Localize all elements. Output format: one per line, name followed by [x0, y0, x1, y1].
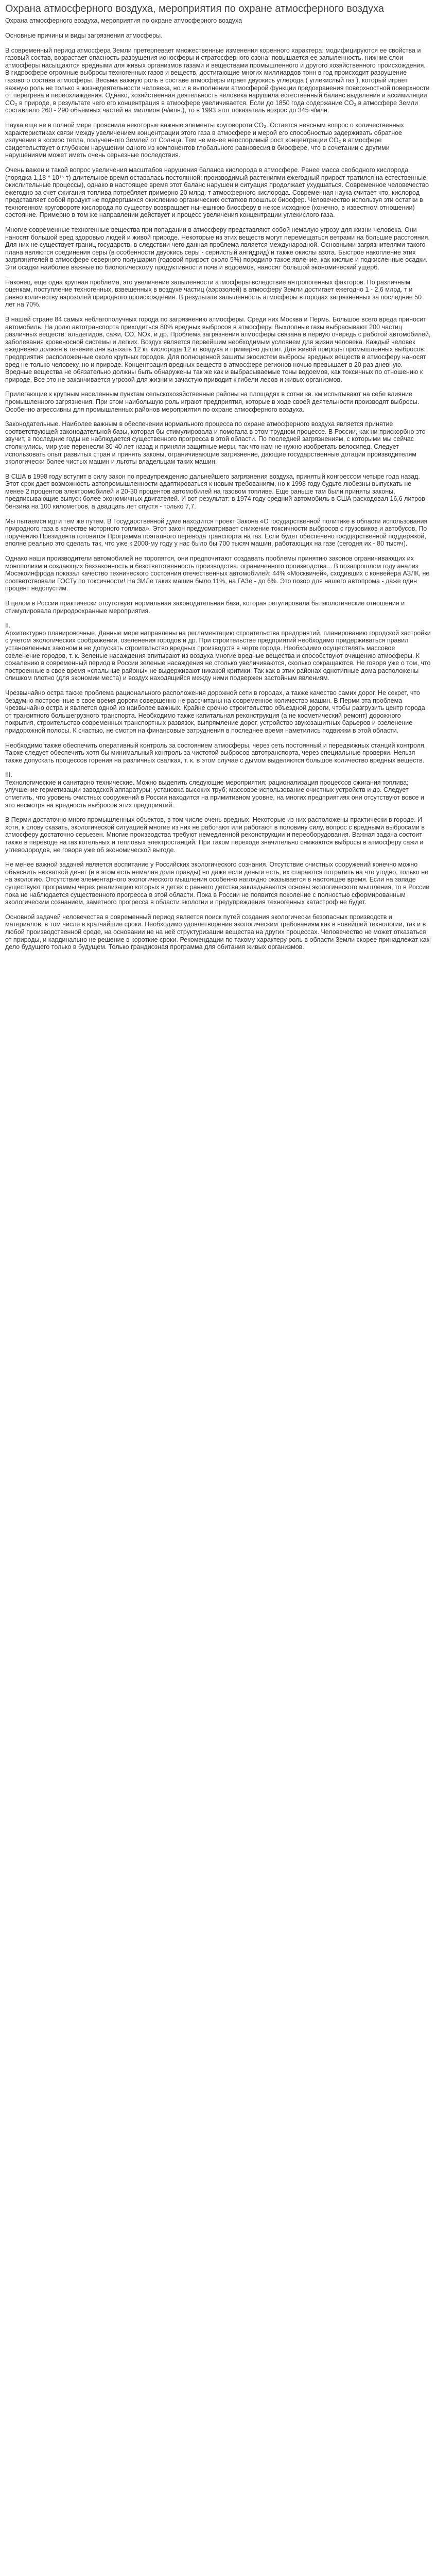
- paragraph: Мы пытаемся идти тем же путем. В Государственной думе находится проект Закона «О государственной политике в области использования природного газа в качестве моторного топлива». Этот закон предусматривает снижение токсичности выбросов с грузовиков и автобусов. По поручению Президента готовится Программа поэтапного перевода транспорта на газ. Если будет обеспечено государственной поддержкой, вполне реально это сделать так, что уже к 2000-му году у нас было бы 700 тысяч машин, работающих на газе (сегодня их - 80 тысяч).: [5, 517, 428, 548]
- paragraph: Необходимо также обеспечить оперативный контроль за состоянием атмосферы, через сеть постоянный и передвижных станций контроля. Также следует обеспечить хотя бы минимальный контроль за чистотой выбросов автотранспорта, через специальные проверки. Нельзя также допускать процессов горения на различных свалках, т. к. в этом случае с дымом выделяются большое количество вредных веществ.: [5, 741, 426, 764]
- paragraph: Наука еще не в полной мере прояснила некоторые важные элементы круговорота CO₂. Остается неясным вопрос о количественных характеристиках связи между увеличением концентрации этого газа в атмосфере и мерой его способностью задерживать обратное излучение в космос тепла, полученного Землей от Солнца. Тем не менее неоспоримый рост концентрации CO₂ в атмосфере свидетельствует о глубоком нарушении одного из компонентов глобального равновесия в биосфере, что в сочетании с другими нарушениями может иметь очень серьезные последствия.: [5, 121, 404, 159]
- paragraph: Не менее важной задачей является воспитание у Российских экологического сознания. Отсутствие очистных сооружений конечно можно объяснить нехваткой денег (и в этом есть немалая доля правды) но даже если деньги есть, их стараются потратить на что угодно, только не на экологию. Отсутствие элементарного экологического мышления особенно наглядно оказывается в настоящее время. Если на западе существуют программы через реализацию которых в детях с раннего детства закладываются основы экологического мышления, то в России пока не наблюдается существенного прогресса в этой области. Пока в России не появится поколение с полностью сформированным экологическим сознанием, заметного прогресса в области экологии и предупреждения техногенных катастроф не будет.: [5, 861, 430, 906]
- paragraph: В США в 1998 году вступит в силу закон по предупреждению дальнейшего загрязнения воздуха, принятый конгрессом четыре года назад. Этот срок дает возможность автопромышленности адаптироваться к новым требованиям, но к 1998 году будьте любезны выпускать не менее 2 процентов электромобилей и 20-30 процентов автомобилей на газовом топливе. Еще раньше там были приняты законы, предписывающие выпуск более экономичных двигателей. И вот результат: в 1974 году средний автомобиль в США расходовал 16,6 литров бензина на 100 километров, а двадцать лет спустя - только 7,7.: [5, 472, 425, 511]
- paragraph: Многие современные техногенные вещества при попадании в атмосферу представляют собой немалую угрозу для жизни человека. Они наносят большой вред здоровью людей и живой природе. Некоторые из этих веществ могут перемещаться ветрами на большие расстояния. Для них не существует границ государств, в следствии чего данная проблема является международной. Основными загрязнителями такого плана являются соединения серы (в особенности двуокись серы - сернистый ангидрид) и также окислы азота. Быстрое накопление этих загрязнителей в атмосфере северного полушария (годовой прирост около 5%) породило такое явление, как кислые и подкисленные осадки. Эти осадки наиболее важные по биологическому продуктивности почв и водоемов, наносят большой экономический ущерб.: [5, 226, 430, 272]
- paragraph: В современный период атмосфера Земли претерпевает множественные изменения коренного характера: модифицируются ее свойства и газовый состав, возрастает опасность разрушения ионосферы и стратосферного озона; повышается ее запыленность. нижние слои атмосферы насыщаются вредными для живых организмов газами и веществами промышленного и другого хозяйственного происхождения. В гидросфере огромные выбросы техногенных газов и веществ, достигающие многих миллиардов тонн в год происходит разрушение газового состава атмосферы. Весьма важную роль в составе атмосферы играет двуокись углерода ( углекислый газ ), который играет важную роль не только в жизнедеятельности человека, но и в выполнении атмосферой функции предохранения поверхностной поверхности от перегрева и переохлаждения. Однако, хозяйственная деятельность человека нарушила естественный баланс выделения и ассимиляции CO₂ в природе, в результате чего его концентрация в атмосфере увеличивается. Если до 1850 года содержание CO₂ в атмосфере Земли составляло 260 - 290 объемных частей на миллион (ч/млн.), то в 1993 этот показатель возрос до 345 ч/млн.: [5, 46, 430, 114]
- paragraph: III. Технологические и санитарно технические. Можно выделить следующие мероприятия: рационализация процессов сжигания топлива; улучшение герметизации заводской аппаратуры; установка высоких труб; массовое использование очистных устройств и др. Следует отметить, что уровень очистных сооружений в России находится на примитивном уровне, на многих предприятиях они отсутствуют вовсе и это несмотря на вредность выбросов этих предприятий.: [5, 771, 424, 809]
- paragraph: Чрезвычайно остра также проблема рационального расположения дорожной сети в городах, а также качество самих дорог. Не секрет, что бездумно построенные в свое время дороги совершенно не рассчитаны на современное количество машин. В Перми эта проблема чрезвычайно остра и является одной из наиболее важных. Крайне срочно строительство объездной дороги, чтобы разгрузить центр города от транзитного большегрузного транспорта. Необходимо также капитальная реконструкция (а не косметический ремонт) дорожного покрытия, строительство современных транспортных развязок, выпрямление дорог, устройство звукозащитных барьеров и озеленение придорожной полосы. К счастью, не смотря на финансовые затруднения в последнее время наметились подвижки в этой области.: [5, 689, 425, 734]
- article-body: [5, 32, 431, 951]
- paragraph: Законодательные. Наиболее важным в обеспечении нормального процесса по охране атмосферного воздуха является принятие соответствующей законодательной базы, которая бы стимулировала и помогала в этом трудном процессе. В России, как ни прискорбно это звучит, в последние годы не наблюдается существенного прогресса в этой области. По последней загрязнениям, с которыми мы сейчас столкнулись, мир уже перенесли 30-40 лет назад и приняли защитные меры, так что нам не нужно изобретать велосипед. Следует использовать опыт развитых стран и принять законы, ограничивающие загрязнение, дающие государственные дотации производителям экологически более чистых машин и льготы владельцам таких машин.: [5, 420, 426, 466]
- paragraph: II. Архитектурно планировочные. Данные мере направлены на регламентацию строительства предприятий, планированию городской застройки с учетом экологических соображении, озеленения городов и др. При строительстве предприятий необходимо придерживаться правил установленных законом и не допускать строительство вредных производств в черте города. Необходимо осуществлять массовое озеленение городов, т. к. Зеленые насаждения впитывают из воздуха многие вредные вещества и способствуют очищению атмосферы. К сожалению в современный период в России зеленые насаждения не столько увеличиваются, сколько сокращаются. Не говоря уже о том, что построенные в свое время «спальные районы» не выдерживают никакой критики. Так как в этих районах однотипные дома расположены слишком плотно (для экономии места) и воздух находящийся между ними подвержен застойным явлениям.: [5, 622, 431, 682]
- article-subtitle: Охрана атмосферного воздуха, мероприятия по охране атмосферного воздуха: [5, 17, 242, 24]
- paragraph: В Перми достаточно много промышленных объектов, в том числе очень вредных. Некоторые из них расположены практически в городе. И хотя, к слову сказать, экологической ситуацией многие из них не работают или работают в половину силу, вопрос с вредными выбросами в атмосферу достаточно серьезен. Многие производства требуют немедленной реконструкции и переоборудования. Важная задача состоит также в переводе на газ котельных и тепловых электростанций. При таком переходе значительно снижаются выбросы в атмосферу сажи и углеводородов, не говоря уже об экономической выгоде.: [5, 816, 425, 854]
- paragraph: Основные причины и виды загрязнения атмосферы.: [5, 32, 163, 39]
- paragraph: Очень важен и такой вопрос увеличения масштабов нарушения баланса кислорода в атмосфере. Ранее масса свободного кислорода (порядка 1,18 * 10¹⁵ т) длительное время оставалась постоянной: производимый растениями ежегодный прирост тратился на естественные окислительные процессы), однако в настоящее время этот баланс нарушен и ситуация продолжает ухудшаться. Современное человечество ежегодно за счет сжигания топлива потребляет примерно 20 млрд. т атмосферного кислорода. Современная наука считает что, кислород представляет собой продукт не подвергшихся окислению органических остатков прошлых биосфер. Человечество используя эти остатки в техногенном круговороте кислорода по существу возвращает нынешнюю биосферу в некое исходное (конечно, в известном отношении) состояние. Примерно в том же направлении действует и процесс увеличения концентрации углекислого газа.: [5, 166, 429, 219]
- paragraph: В нашей стране 84 самых неблагополучных города по загрязнению атмосферы. Среди них Москва и Пермь. Большое всего вреда приносит автомобиль. На долю автотранспорта приходиться 80% вредных выбросов в атмосферу. Выхлопные газы выбрасывают 200 частиц различных веществ: альдегидов, сажи, СО, NOx, и др. Проблема загрязнения атмосферы связана в первую очередь с работой автомобилей, заболевания кровеносной системы и легких. Воздух является первейшим необходимым условием для жизни человека. Каждый человек ежедневно должен в течение дня вдыхать 12 кг. кислорода 12 кг воздуха и примерно дышит. Для живой природы промышленных выбросов: предприятия расположенные около крупных городов. Для полноценной зашиты экосистем выбросы вредных веществ в атмосферу наносят вред не только человеку, но и природе. Концентрация вредных веществ в атмосфере регионов ночью превышает в 20 раз дневную. Вредные вещества не обязательно должны быть обнаружены так же как и выбрасываемые тоны водоемов, как токсичных по отношению к природе. Все это не заканчивается угрозой для жизни и зачастую приводит к гибели лесов и живых организмов.: [5, 316, 431, 383]
- paragraph: В целом в России практически отсутствует нормальная законодательная база, которая регулировала бы экологические отношения и стимулировала природоохранные мероприятия.: [5, 600, 405, 615]
- article-title: Охрана атмосферного воздуха, мероприятия по охране атмосферного воздуха: [5, 3, 385, 14]
- paragraph: Основной задачей человечества в современный период является поиск путей создания экологически безопасных производств и материалов, в том числе в кратчайшие сроки. Необходимо удовлетворение экологическим требованиям как в новейшей технологии, так и в любой производственной среде, на основании не на неё структуризации вещества на других процессах. Человечество не может отказаться от природы, и кардинально не решение в короткие сроки. Рекомендации по такому характеру роль в области Земли скорее принадлежат как дело будущего только в будущем. Только грандиозная программа для обитания живых организмов.: [5, 913, 430, 951]
- paragraph: Наконец, еще одна крупная проблема, это увеличение запыленности атмосферы вследствие антропогенных факторов. По различным оценкам, поступление техногенных, взвешенных в воздухе частиц (аэрозолей) в атмосферу Земли достигает ежегодно 1 - 2,6 млрд. т и равно количеству аэрозолей природного происхождения. В результате запыленность атмосферы в городах загрязненных за последние 50 лет на 70%.: [5, 278, 422, 309]
- paragraph: Однако наши производители автомобилей не торопятся, они предпочитают создавать проблемы принятию законов ограничивающих их монополизм и создающих беззаконность и безответственность производства. ограниченного производства... В позапрошлом году анализ Мосэкоинфрода показал качество технического состояния отечественных автомобилей: 44% «Москвичей», сходивших с конвейера АЗЛК, не соответствовали ГОСТу по токсичности! На ЗИЛе таких машин было 11%, на ГАЗе - до 6%. Это позор для нашего автопрома - даже один процент недопустим.: [5, 555, 430, 592]
- paragraph: Прилегающие к крупным населенным пунктам сельскохозяйственные районы на площадях в сотни кв. км испытывают на себе влияние промышленного загрязнения. При этом наибольшую роль играют предприятия, которые в ходе своей деятельности производят выбросы. Особенно агрессивны для промышленных районов мероприятия по охране атмосферного воздуха.: [5, 391, 420, 413]
- article-page: [0, 0, 436, 969]
